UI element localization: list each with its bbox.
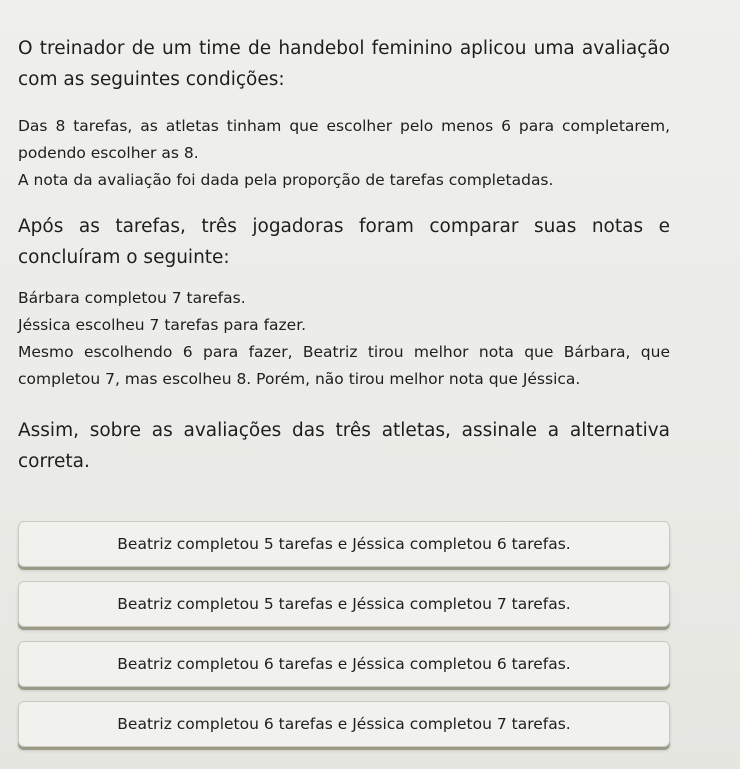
question-prompt: Assim, sobre as avaliações das três atletas, assinale a alternativa correta. bbox=[18, 420, 670, 472]
answer-option-3[interactable] bbox=[18, 641, 670, 687]
answer-option-1[interactable] bbox=[18, 521, 670, 567]
fact-line: Mesmo escolhendo 6 para fazer, Beatriz tirou melhor nota que Bárbara, que completou 7, mas escolheu 8. Porém, não tirou melhor nota que Jéssica. bbox=[18, 343, 670, 388]
answer-option-label: Beatriz completou 6 tarefas e Jéssica completou 7 tarefas. bbox=[117, 715, 571, 733]
conditions-block bbox=[18, 113, 670, 194]
answer-option-label: Beatriz completou 5 tarefas e Jéssica completou 6 tarefas. bbox=[117, 535, 571, 553]
facts-block bbox=[18, 285, 670, 393]
answer-option-2[interactable] bbox=[18, 581, 670, 627]
comparison-intro: Após as tarefas, três jogadoras foram comparar suas notas e concluíram o seguinte: bbox=[18, 216, 670, 268]
answer-option-label: Beatriz completou 6 tarefas e Jéssica completou 6 tarefas. bbox=[117, 655, 571, 673]
fact-line: Bárbara completou 7 tarefas. bbox=[18, 289, 246, 307]
answer-option-label: Beatriz completou 5 tarefas e Jéssica completou 7 tarefas. bbox=[117, 595, 571, 613]
condition-line: A nota da avaliação foi dada pela proporção de tarefas completadas. bbox=[18, 171, 554, 189]
answer-options bbox=[18, 521, 673, 761]
question-intro: O treinador de um time de handebol feminino aplicou uma avaliação com as seguintes condições: bbox=[18, 38, 670, 90]
answer-option-4[interactable] bbox=[18, 701, 670, 747]
condition-line: Das 8 tarefas, as atletas tinham que escolher pelo menos 6 para completarem, podendo escolher as 8. bbox=[18, 117, 670, 162]
fact-line: Jéssica escolheu 7 tarefas para fazer. bbox=[18, 316, 307, 334]
